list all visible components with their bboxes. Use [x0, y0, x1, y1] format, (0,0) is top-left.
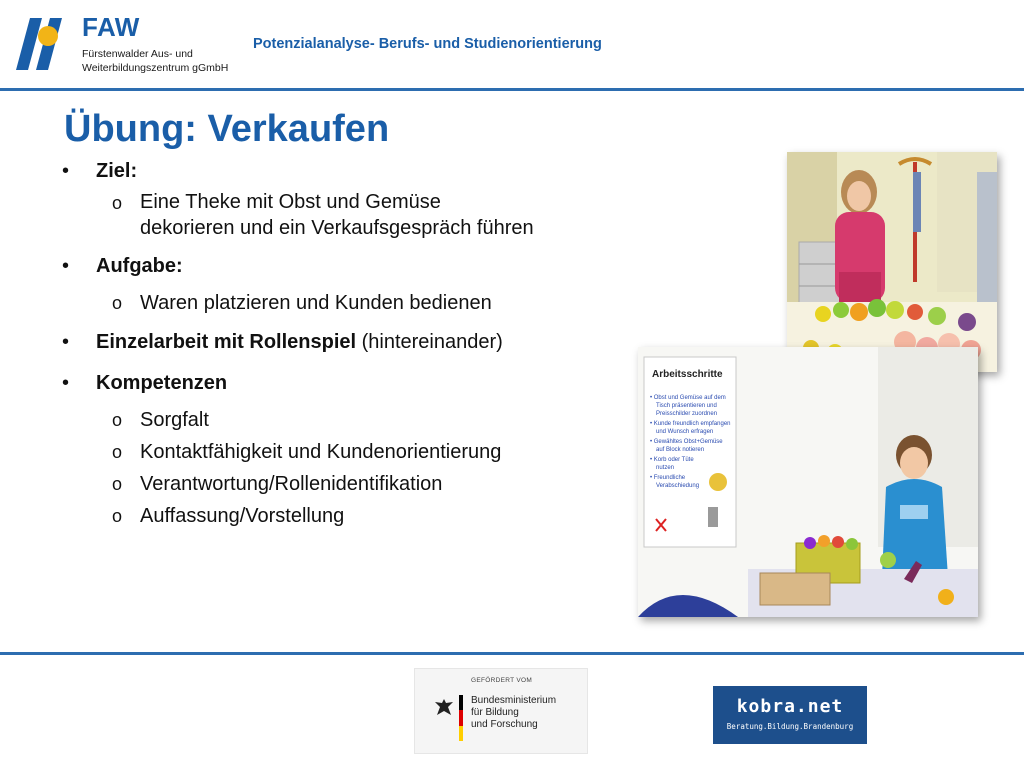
svg-text:• Korb oder Tüte: • Korb oder Tüte: [650, 457, 694, 463]
subitem-ziel: o Eine Theke mit Obst und Gemüse dekorieren und ein Verkaufsgespräch führen: [112, 191, 534, 239]
photo-boy-with-poster: [638, 347, 978, 617]
slide-title: Übung: Verkaufen: [64, 108, 390, 150]
eagle-icon: [433, 697, 455, 719]
svg-text:Tisch präsentieren und: Tisch präsentieren und: [656, 403, 717, 409]
bmbf-name: Bundesministerium für Bildung und Forschung: [471, 695, 557, 730]
svg-text:• Gewähltes Obst+Gemüse: • Gewähltes Obst+Gemüse: [650, 439, 723, 445]
kompetenz-item: o Verantwortung/Rollenidentifikation: [112, 473, 443, 495]
bottom-divider: [0, 652, 1024, 655]
header-title: Potenzialanalyse- Berufs- und Studienorientierung: [253, 36, 602, 52]
kobra-name: kobra.net: [736, 696, 844, 717]
poster-title: Arbeitsschritte: [652, 369, 723, 380]
bullet-aufgabe: • Aufgabe:: [62, 255, 183, 277]
org-subtitle: Fürstenwalder Aus- und Weiterbildungszentrum gGmbH: [82, 48, 229, 74]
bmbf-funded-by: GEFÖRDERT VOM: [471, 677, 533, 684]
kobra-logo: [713, 686, 867, 744]
org-name: FAW: [82, 12, 140, 42]
kobra-subtitle: Beratung.Bildung.Brandenburg: [726, 722, 854, 731]
top-divider: [0, 88, 1024, 91]
kompetenz-item: o Sorgfalt: [112, 409, 209, 431]
bullet-ziel: • Ziel:: [62, 160, 138, 182]
subitem-aufgabe: o Waren platzieren und Kunden bedienen: [112, 292, 492, 314]
svg-text:• Freundliche: • Freundliche: [650, 475, 686, 481]
svg-text:nutzen: nutzen: [656, 465, 675, 471]
svg-text:• Kunde freundlich empfangen: • Kunde freundlich empfangen: [650, 421, 731, 427]
faw-logo-icon: [14, 16, 72, 72]
svg-text:• Obst und Gemüse auf dem: • Obst und Gemüse auf dem: [650, 395, 726, 401]
svg-text:Verabschiedung: Verabschiedung: [656, 483, 700, 489]
bmbf-logo: [414, 668, 588, 754]
bullet-kompetenzen: • Kompetenzen: [62, 372, 228, 394]
kompetenz-item: o Kontaktfähigkeit und Kundenorientierung: [112, 441, 502, 463]
photo-girl-at-counter: [787, 152, 997, 372]
kompetenz-item: o Auffassung/Vorstellung: [112, 505, 345, 527]
svg-text:Preisschilder zuordnen: Preisschilder zuordnen: [656, 411, 718, 417]
german-flag-icon: [459, 695, 463, 741]
bullet-list: [60, 160, 620, 528]
bullet-einzelarbeit: • Einzelarbeit mit Rollenspiel (hintereinander): [62, 331, 503, 353]
svg-text:und Wunsch erfragen: und Wunsch erfragen: [656, 429, 714, 435]
svg-text:auf Block notieren: auf Block notieren: [656, 447, 705, 453]
